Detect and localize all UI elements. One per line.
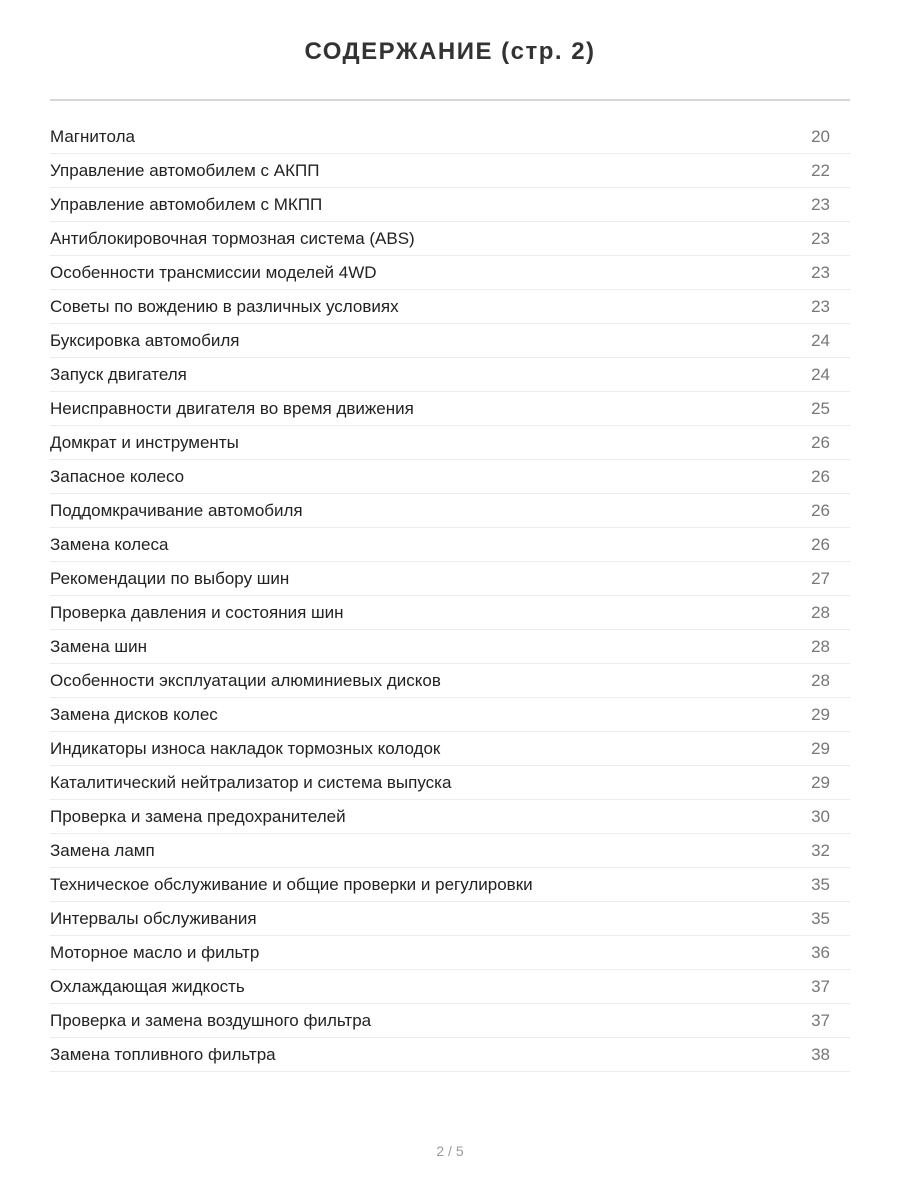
toc-entry-page-number: 24 [811,330,830,350]
toc-entry-page-number: 20 [811,126,830,146]
toc-entry-title: Управление автомобилем с МКПП [50,194,323,214]
toc-entry[interactable] [50,800,850,834]
toc-entry-title: Антиблокировочная тормозная система (ABS) [50,228,415,248]
toc-entry-page-number: 26 [811,432,830,452]
toc-entry-title: Каталитический нейтрализатор и система выпуска [50,772,452,792]
toc-entry-page-number: 32 [811,840,830,860]
toc-entry[interactable] [50,154,850,188]
toc-entry-title: Запуск двигателя [50,364,187,384]
table-of-contents [50,120,850,1072]
toc-entry-page-number: 25 [811,398,830,418]
toc-entry[interactable] [50,1004,850,1038]
toc-entry-title: Запасное колесо [50,466,185,486]
toc-entry-page-number: 29 [811,704,830,724]
toc-entry-page-number: 28 [811,602,830,622]
toc-entry-title: Проверка давления и состояния шин [50,602,344,622]
toc-entry-page-number: 28 [811,636,830,656]
toc-entry-title: Особенности трансмиссии моделей 4WD [50,262,377,282]
toc-entry-page-number: 23 [811,228,830,248]
toc-entry-title: Советы по вождению в различных условиях [50,296,399,316]
toc-entry-title: Поддомкрачивание автомобиля [50,500,303,520]
toc-entry-title: Интервалы обслуживания [50,908,257,928]
toc-entry-title: Неисправности двигателя во время движения [50,398,414,418]
toc-entry-title: Проверка и замена предохранителей [50,806,346,826]
toc-entry[interactable] [50,766,850,800]
toc-entry-page-number: 29 [811,738,830,758]
toc-entry-page-number: 23 [811,262,830,282]
toc-entry[interactable] [50,970,850,1004]
toc-entry-title: Проверка и замена воздушного фильтра [50,1010,372,1030]
toc-entry[interactable] [50,732,850,766]
toc-entry-title: Замена дисков колес [50,704,218,724]
toc-entry-page-number: 23 [811,296,830,316]
page-number: 2 / 5 [436,1143,464,1159]
toc-entry-title: Управление автомобилем с АКПП [50,160,320,180]
toc-entry[interactable] [50,392,850,426]
toc-entry[interactable] [50,902,850,936]
toc-entry-page-number: 30 [811,806,830,826]
toc-entry-title: Моторное масло и фильтр [50,942,260,962]
toc-entry[interactable] [50,596,850,630]
toc-entry[interactable] [50,256,850,290]
toc-entry[interactable] [50,120,850,154]
toc-entry-title: Замена шин [50,636,147,656]
toc-entry-title: Особенности эксплуатации алюминиевых дисков [50,670,441,690]
toc-entry[interactable] [50,834,850,868]
toc-entry-title: Замена топливного фильтра [50,1044,276,1064]
toc-entry-page-number: 28 [811,670,830,690]
toc-entry-page-number: 26 [811,466,830,486]
toc-entry[interactable] [50,936,850,970]
toc-entry[interactable] [50,324,850,358]
toc-entry-page-number: 27 [811,568,830,588]
toc-entry-page-number: 38 [811,1044,830,1064]
toc-entry-page-number: 26 [811,500,830,520]
toc-entry[interactable] [50,358,850,392]
toc-entry-title: Охлаждающая жидкость [50,976,245,996]
toc-entry-page-number: 35 [811,908,830,928]
toc-entry-page-number: 37 [811,1010,830,1030]
toc-entry-page-number: 23 [811,194,830,214]
toc-entry-title: Замена ламп [50,840,155,860]
toc-entry-page-number: 26 [811,534,830,554]
toc-entry[interactable] [50,868,850,902]
toc-entry-page-number: 24 [811,364,830,384]
toc-entry-title: Рекомендации по выбору шин [50,568,290,588]
toc-entry[interactable] [50,290,850,324]
toc-entry-page-number: 36 [811,942,830,962]
toc-entry-title: Буксировка автомобиля [50,330,240,350]
toc-entry-title: Замена колеса [50,534,169,554]
toc-entry-title: Магнитола [50,126,135,146]
toc-entry[interactable] [50,698,850,732]
toc-entry[interactable] [50,222,850,256]
toc-entry[interactable] [50,460,850,494]
toc-entry-page-number: 37 [811,976,830,996]
toc-entry[interactable] [50,494,850,528]
toc-entry-title: Домкрат и инструменты [50,432,239,452]
toc-entry[interactable] [50,562,850,596]
title-divider [50,99,850,101]
page-title: СОДЕРЖАНИЕ (стр. 2) [304,38,596,65]
toc-entry-title: Индикаторы износа накладок тормозных колодок [50,738,441,758]
toc-entry[interactable] [50,630,850,664]
toc-entry[interactable] [50,528,850,562]
toc-entry-page-number: 22 [811,160,830,180]
toc-entry-page-number: 29 [811,772,830,792]
toc-entry[interactable] [50,1038,850,1072]
toc-entry-title: Техническое обслуживание и общие проверки и регулировки [50,874,533,894]
toc-entry-page-number: 35 [811,874,830,894]
toc-entry[interactable] [50,664,850,698]
toc-entry[interactable] [50,426,850,460]
toc-entry[interactable] [50,188,850,222]
